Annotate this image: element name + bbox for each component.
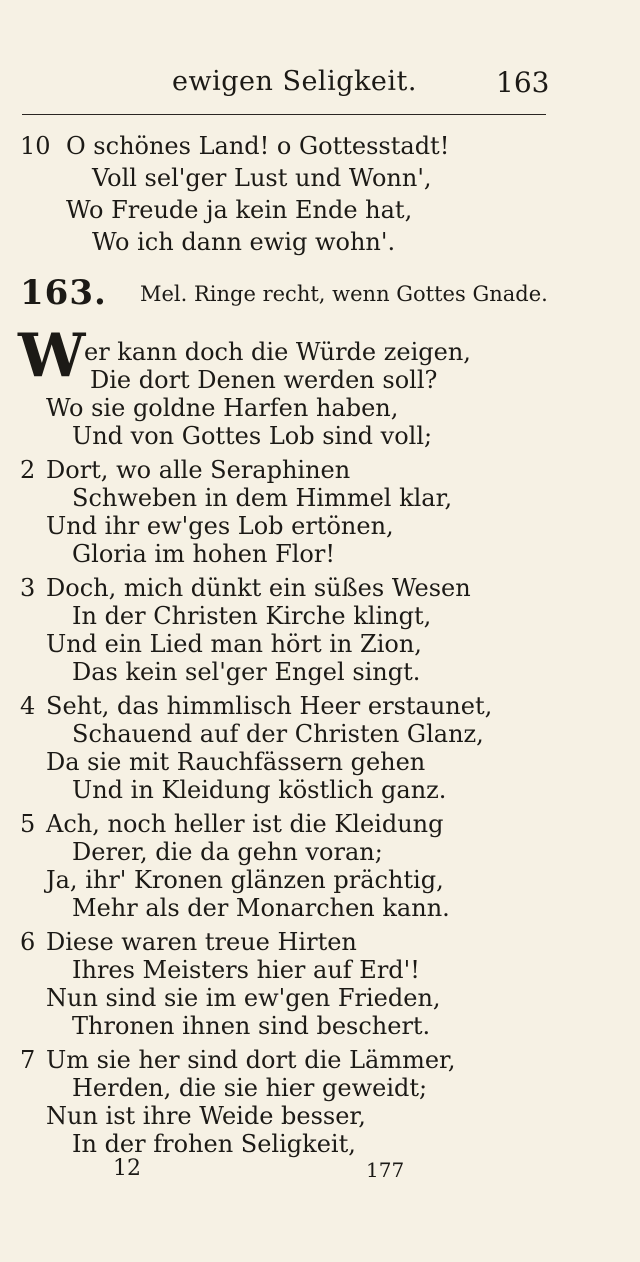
verse-line: Und ihr ew'ges Lob ertönen, xyxy=(46,512,394,540)
verse-line: O schönes Land! o Gottesstadt! xyxy=(66,132,450,160)
verse-line: Schauend auf der Christen Glanz, xyxy=(72,720,484,748)
verse-line: Nun sind sie im ew'gen Frieden, xyxy=(46,984,441,1012)
scan-page-number: 177 xyxy=(366,1158,405,1182)
verse-line: In der Christen Kirche klingt, xyxy=(72,602,432,630)
verse-line: Ach, noch heller ist die Kleidung xyxy=(46,810,444,838)
verse-line: Um sie her sind dort die Lämmer, xyxy=(46,1046,456,1074)
verse-line: Gloria im hohen Flor! xyxy=(72,540,335,568)
running-title: ewigen Seligkeit. xyxy=(172,66,417,97)
verse-number: 10 xyxy=(20,132,51,160)
verse-line: Und in Kleidung köstlich ganz. xyxy=(72,776,447,804)
verse-line: er kann doch die Würde zeigen, xyxy=(84,338,471,366)
verse-line: Wo Freude ja kein Ende hat, xyxy=(66,196,413,224)
verse-line: Ja, ihr' Kronen glänzen prächtig, xyxy=(46,866,444,894)
hymn-number: 163. xyxy=(20,273,107,313)
verse-number: 4 xyxy=(20,692,36,720)
verse-line: Thronen ihnen sind beschert. xyxy=(72,1012,431,1040)
verse-line: Wo sie goldne Harfen haben, xyxy=(46,394,399,422)
drop-cap: W xyxy=(18,321,86,391)
verse-number: 3 xyxy=(20,574,36,602)
signature-mark: 12 xyxy=(113,1156,141,1181)
verse-line: Diese waren treue Hirten xyxy=(46,928,357,956)
verse-number: 2 xyxy=(20,456,36,484)
verse-number: 6 xyxy=(20,928,36,956)
verse-line: Mehr als der Monarchen kann. xyxy=(72,894,450,922)
melody-line: Mel. Ringe recht, wenn Gottes Gnade. xyxy=(140,282,548,306)
verse-line: Derer, die da gehn voran; xyxy=(72,838,383,866)
verse-line: Da sie mit Rauchfässern gehen xyxy=(46,748,426,776)
verse-line: Dort, wo alle Seraphinen xyxy=(46,456,351,484)
verse-line: In der frohen Seligkeit, xyxy=(72,1130,356,1158)
header-rule xyxy=(22,114,546,115)
verse-line: Das kein sel'ger Engel singt. xyxy=(72,658,421,686)
verse-line: Schweben in dem Himmel klar, xyxy=(72,484,453,512)
verse-line: Die dort Denen werden soll? xyxy=(90,366,438,394)
verse-number: 5 xyxy=(20,810,36,838)
verse-line: Herden, die sie hier geweidt; xyxy=(72,1074,428,1102)
verse-line: Ihres Meisters hier auf Erd'! xyxy=(72,956,420,984)
verse-line: Seht, das himmlisch Heer erstaunet, xyxy=(46,692,493,720)
verse-line: Nun ist ihre Weide besser, xyxy=(46,1102,366,1130)
verse-line: Und ein Lied man hört in Zion, xyxy=(46,630,422,658)
verse-line: Doch, mich dünkt ein süßes Wesen xyxy=(46,574,471,602)
verse-line: Voll sel'ger Lust und Wonn', xyxy=(92,164,432,192)
page-number: 163 xyxy=(496,66,550,99)
verse-line: Und von Gottes Lob sind voll; xyxy=(72,422,433,450)
verse-line: Wo ich dann ewig wohn'. xyxy=(92,228,396,256)
verse-number: 7 xyxy=(20,1046,36,1074)
